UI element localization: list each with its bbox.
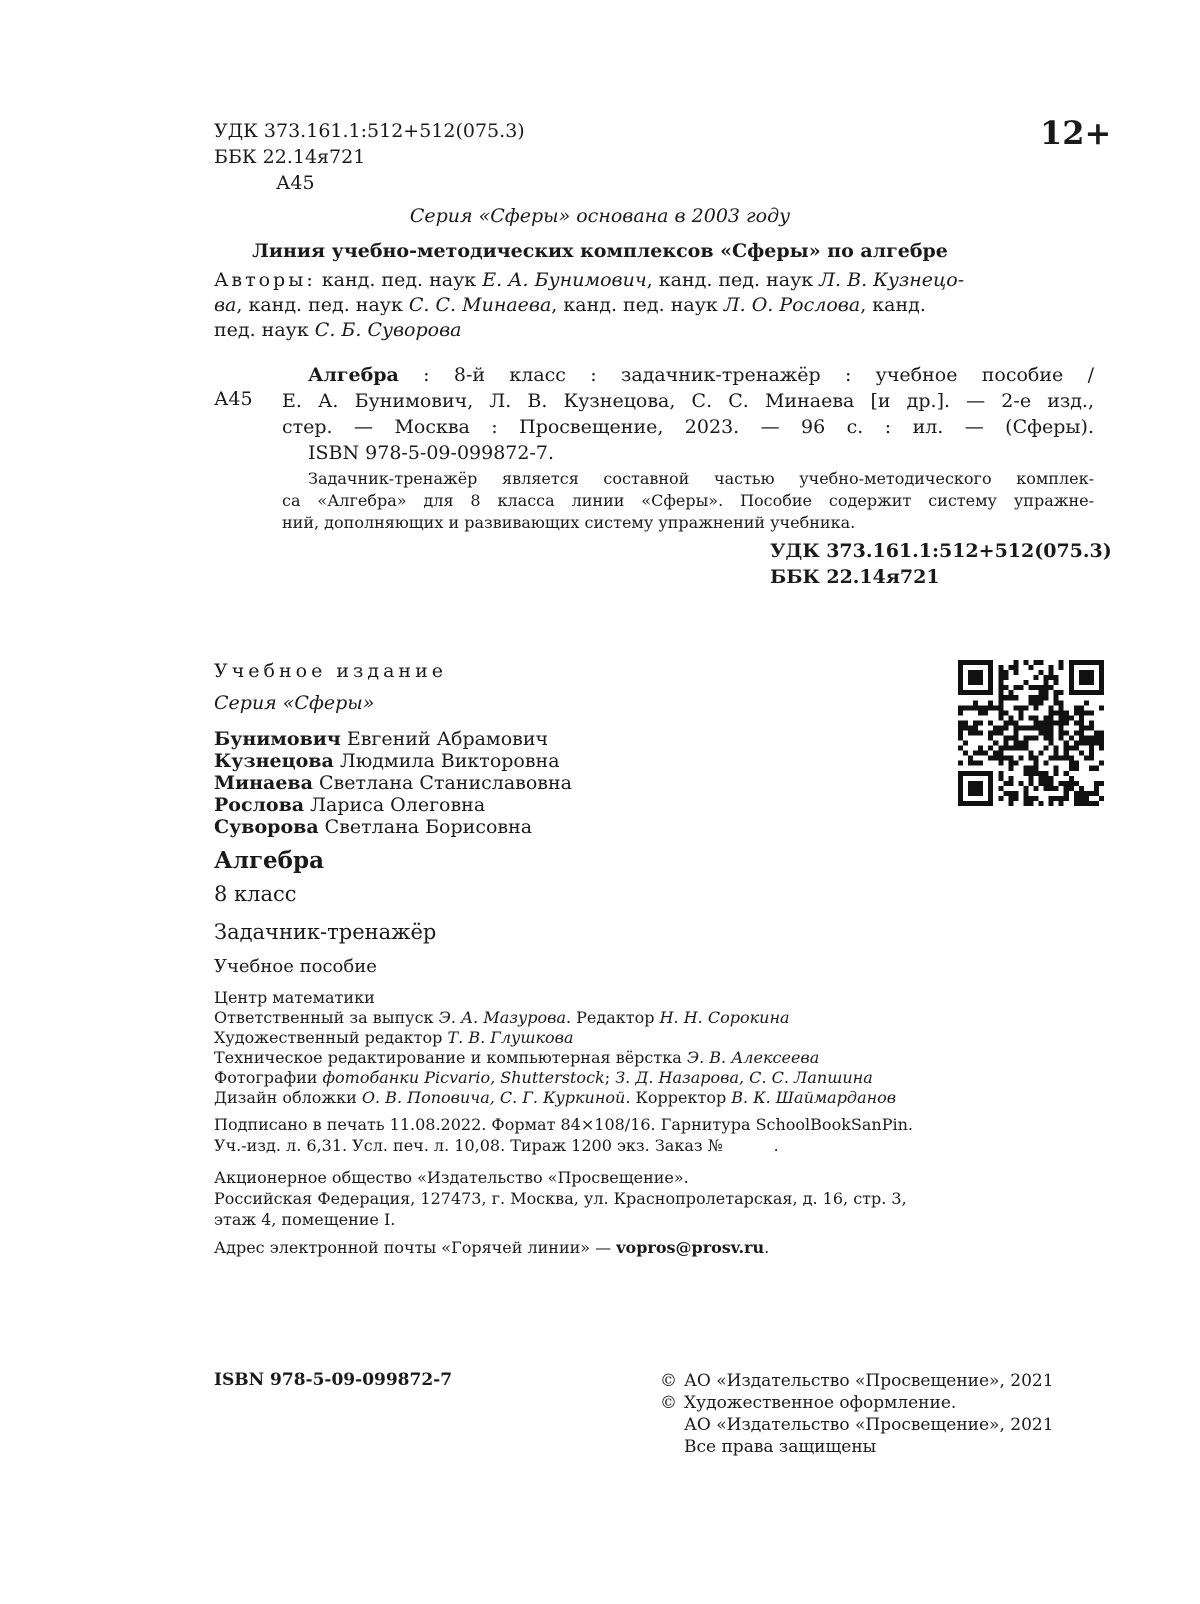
staff-name: Н. Н. Сорокина	[659, 1008, 790, 1027]
staff-role: Техническое редактирование и компьютерная вёрстка	[214, 1048, 687, 1067]
author-given-name: Лариса Олеговна	[304, 794, 486, 816]
email-label: Адрес электронной почты «Горячей линии» —	[214, 1238, 617, 1257]
book-type: Учебное пособие	[214, 956, 377, 977]
print-line: Подписано в печать 11.08.2022. Формат 84×108/16. Гарнитура SchoolBookSanPin.	[214, 1115, 913, 1134]
staff-role: Ответственный за выпуск	[214, 1008, 439, 1027]
author-name: С. Б. Суворова	[314, 319, 462, 341]
biblio-code: А45	[214, 388, 253, 410]
author-given-name: Людмила Викторовна	[333, 750, 560, 772]
biblio-title: Алгебра	[308, 364, 399, 386]
biblio-text: : 8-й класс : задачник-тренажёр : учебное пособие /	[398, 364, 1094, 386]
print-line: Уч.-изд. л. 6,31. Усл. печ. л. 10,08. Тираж 1200 экз. Заказ № .	[214, 1136, 779, 1155]
author-row	[214, 750, 572, 772]
staff-credits	[214, 988, 896, 1108]
age-rating: 12+	[1040, 114, 1112, 152]
annotation-line: Задачник-тренажёр является составной частью учебно-методического комплек-	[308, 469, 1094, 488]
publisher-line: Российская Федерация, 127473, г. Москва, ул. Краснопролетарская, д. 16, стр. 3,	[214, 1189, 907, 1208]
bbk-code: ББК 22.14я721	[214, 146, 366, 168]
author-name: Е. А. Бунимович	[482, 269, 647, 291]
udk-code: УДК 373.161.1:512+512(075.3)	[770, 540, 1112, 562]
author-row	[214, 772, 572, 794]
staff-name: Э. В. Алексеева	[686, 1048, 820, 1067]
annotation-line: са «Алгебра» для 8 класса линии «Сферы». Пособие содержит систему упражне-	[282, 491, 1094, 510]
email-end: .	[764, 1238, 770, 1257]
biblio-line	[282, 362, 1094, 388]
edition-label: Учебное издание	[214, 660, 447, 682]
copyright-text: Все права защищены	[684, 1437, 877, 1457]
biblio-line: Е. А. Бунимович, Л. В. Кузнецова, С. С. Минаева [и др.]. — 2-е изд.,	[282, 390, 1094, 412]
bbk-code: ББК 22.14я721	[770, 566, 940, 588]
email-address: vopros@prosv.ru	[616, 1238, 765, 1257]
author-name: Л. В. Кузнецо-	[819, 269, 965, 291]
staff-line	[214, 1028, 896, 1048]
authors-label: Авторы:	[214, 269, 316, 291]
author-given-name: Евгений Абрамович	[340, 728, 549, 750]
staff-line	[214, 1008, 896, 1028]
staff-role: Дизайн обложки	[214, 1088, 362, 1107]
authors-text: , канд. пед. наук	[646, 269, 820, 291]
copyright-text: АО «Издательство «Просвещение», 2021	[684, 1371, 1054, 1391]
line-title: Линия учебно-методических комплексов «Сферы» по алгебре	[252, 240, 948, 262]
annotation-line: ний, дополняющих и развивающих систему упражнений учебника.	[282, 513, 856, 532]
staff-role: Фотографии	[214, 1068, 323, 1087]
copyright-line	[660, 1392, 1054, 1414]
author-row	[214, 728, 572, 750]
staff-name: О. В. Поповича, С. Г. Куркиной	[361, 1088, 626, 1107]
book-grade: 8 класс	[214, 882, 297, 906]
author-given-name: Светлана Станиславовна	[312, 772, 572, 794]
copyright-block	[660, 1370, 1054, 1458]
book-title: Алгебра	[214, 847, 325, 874]
author-row	[214, 794, 572, 816]
biblio-isbn: ISBN 978-5-09-099872-7.	[308, 442, 555, 464]
series-label: Серия «Сферы»	[214, 692, 375, 714]
copyright-text: Художественное оформление.	[684, 1393, 957, 1413]
authors-list	[214, 728, 572, 838]
copyright-icon: ©	[660, 1393, 677, 1413]
udk-code: УДК 373.161.1:512+512(075.3)	[214, 120, 525, 142]
author-name: Л. О. Рослова	[723, 294, 861, 316]
authors-text: пед. наук	[214, 319, 315, 341]
print-info	[214, 1114, 913, 1156]
publisher-line: Акционерное общество «Издательство «Просвещение».	[214, 1168, 689, 1187]
staff-line	[214, 1068, 896, 1088]
staff-name: фотобанки Picvario, Shutterstock	[322, 1068, 605, 1087]
staff-line	[214, 1088, 896, 1108]
author-surname: Суворова	[214, 816, 319, 838]
staff-role: . Редактор	[565, 1008, 660, 1027]
udk-header	[214, 118, 525, 196]
copyright-line	[660, 1370, 1054, 1392]
qr-code-icon	[958, 660, 1104, 806]
authors-text: , канд. пед. наук	[551, 294, 724, 316]
staff-role: . Корректор	[625, 1088, 732, 1107]
author-surname: Кузнецова	[214, 750, 334, 772]
copyright-line	[660, 1414, 1054, 1436]
biblio-line: стер. — Москва : Просвещение, 2023. — 96 с. : ил. — (Сферы).	[282, 416, 1094, 438]
staff-name: Т. В. Глушкова	[447, 1028, 574, 1047]
author-surname: Рослова	[214, 794, 305, 816]
publisher-line: этаж 4, помещение I.	[214, 1210, 396, 1229]
annotation	[282, 468, 1094, 534]
author-code: А45	[276, 172, 315, 194]
staff-name: Э. А. Мазурова	[438, 1008, 566, 1027]
copyright-line	[660, 1436, 1054, 1458]
author-given-name: Светлана Борисовна	[318, 816, 533, 838]
authors-text: , канд.	[860, 294, 926, 316]
author-row	[214, 816, 572, 838]
authors-paragraph	[214, 268, 1094, 343]
authors-text: , канд. пед. наук	[236, 294, 409, 316]
author-name: С. С. Минаева	[408, 294, 552, 316]
staff-name: З. Д. Назарова, С. С. Лапшина	[615, 1068, 873, 1087]
copyright-icon: ©	[660, 1371, 677, 1391]
author-surname: Бунимович	[214, 728, 341, 750]
staff-line: Центр математики	[214, 988, 375, 1007]
author-surname: Минаева	[214, 772, 313, 794]
series-note: Серия «Сферы» основана в 2003 году	[409, 205, 791, 227]
publisher-info	[214, 1167, 907, 1230]
book-subtitle: Задачник-тренажёр	[214, 920, 437, 944]
isbn-bottom: ISBN 978-5-09-099872-7	[214, 1370, 453, 1390]
authors-text: канд. пед. наук	[315, 269, 483, 291]
author-name: ва	[214, 294, 237, 316]
staff-role: ;	[604, 1068, 616, 1087]
staff-line	[214, 1048, 896, 1068]
staff-name: В. К. Шаймарданов	[731, 1088, 897, 1107]
biblio-record	[282, 362, 1094, 466]
staff-role: Художественный редактор	[214, 1028, 448, 1047]
copyright-text: АО «Издательство «Просвещение», 2021	[684, 1415, 1054, 1435]
hotline-email	[214, 1238, 769, 1257]
udk-right-block	[770, 538, 1112, 590]
